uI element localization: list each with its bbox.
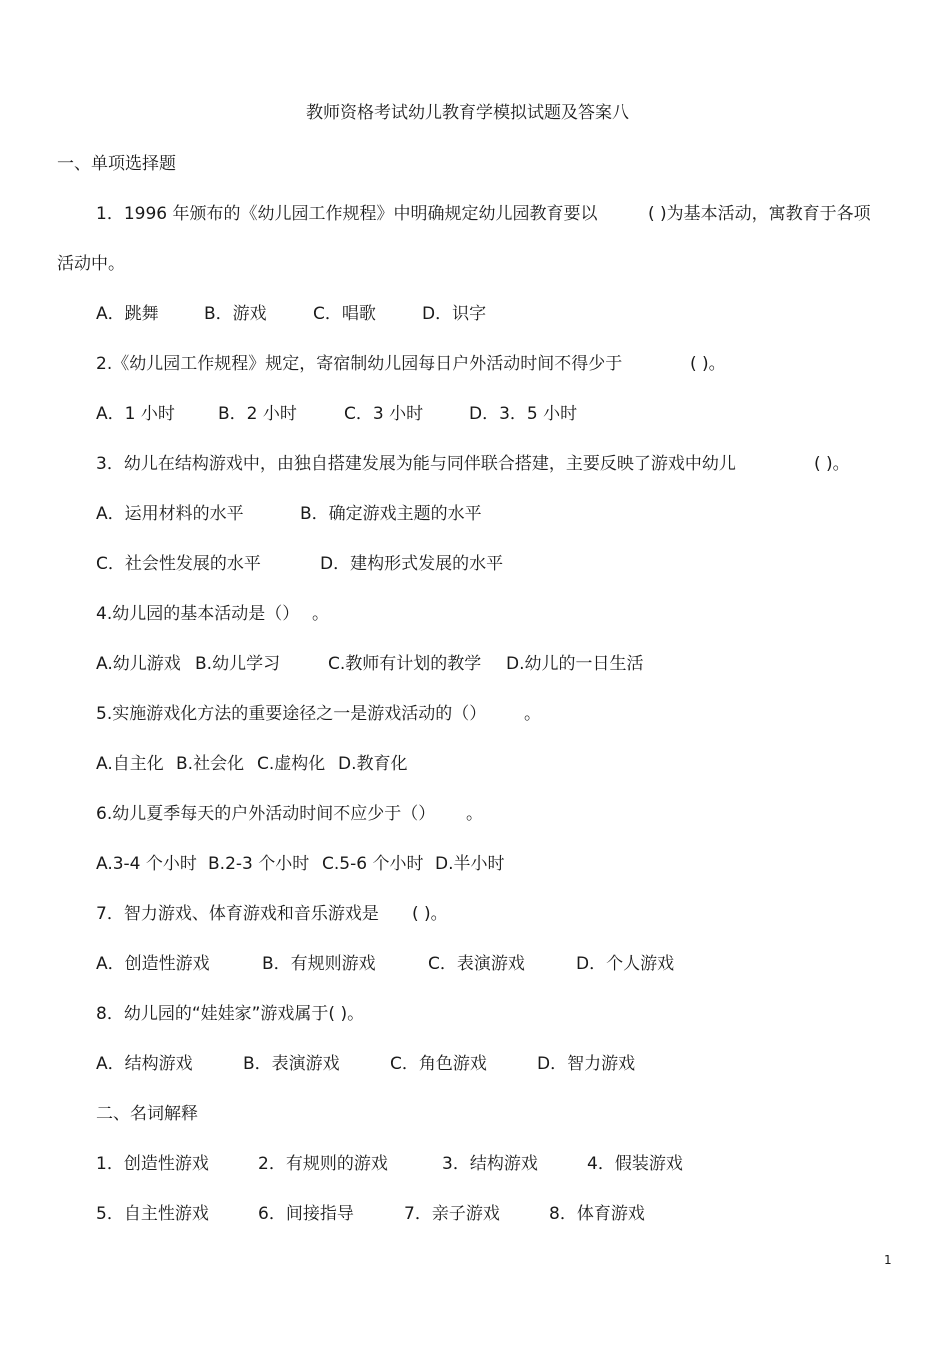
option-c: C.虚构化: [257, 754, 326, 774]
question-7-blank: ( )。: [412, 904, 448, 924]
option-a: A.自主化: [96, 754, 164, 774]
term-1: 1．创造性游戏: [96, 1154, 209, 1174]
option-d: D.幼儿的一日生活: [506, 654, 644, 674]
option-d: D．建构形式发展的水平: [320, 554, 504, 574]
option-d: D．智力游戏: [537, 1054, 636, 1074]
option-c: C．唱歌: [313, 304, 376, 324]
option-d: D．个人游戏: [576, 954, 675, 974]
option-b: B．表演游戏: [243, 1054, 340, 1074]
question-3-blank: ( )。: [814, 454, 850, 474]
option-a: A.幼儿游戏: [96, 654, 181, 674]
question-4-end: 。: [312, 604, 329, 624]
option-b: B．有规则游戏: [262, 954, 376, 974]
question-1-options: [96, 302, 696, 326]
option-c: C．3 小时: [344, 404, 424, 424]
option-c: C．表演游戏: [428, 954, 525, 974]
question-3-options-row-1: [96, 502, 696, 526]
question-2-text: 2.《幼儿园工作规程》规定，寄宿制幼儿园每日户外活动时间不得少于: [96, 354, 623, 374]
option-b: B.社会化: [176, 754, 245, 774]
question-2-options: [96, 402, 696, 426]
option-a: A．创造性游戏: [96, 954, 210, 974]
term-2: 2．有规则的游戏: [258, 1154, 388, 1174]
option-a: A.3-4 个小时: [96, 854, 197, 874]
option-d: D．3．5 小时: [469, 404, 578, 424]
question-3-text: 3．幼儿在结构游戏中，由独自搭建发展为能与同伴联合搭建，主要反映了游戏中幼儿: [96, 454, 736, 474]
term-7: 7．亲子游戏: [404, 1204, 500, 1224]
question-7-options: [96, 952, 716, 976]
question-6-options: [96, 852, 696, 876]
question-5-text: 5.实施游戏化方法的重要途径之一是游戏活动的（）: [96, 704, 487, 724]
section-heading-term-explanation: 二、名词解释: [96, 1104, 198, 1124]
term-5: 5．自主性游戏: [96, 1204, 209, 1224]
question-8-options: [96, 1052, 716, 1076]
option-d: D.教育化: [338, 754, 408, 774]
option-c: C.5-6 个小时: [322, 854, 424, 874]
terms-row-1: [96, 1152, 716, 1176]
question-1-blank: ( )为基本活动，寓教育于各项: [648, 204, 871, 224]
option-b: B．游戏: [204, 304, 267, 324]
question-6-end: 。: [466, 804, 483, 824]
section-heading-single-choice: 一、单项选择题: [57, 154, 176, 174]
question-8-text: 8．幼儿园的“娃娃家”游戏属于( )。: [96, 1004, 365, 1024]
question-4-text: 4.幼儿园的基本活动是（）: [96, 604, 300, 624]
option-b: B.幼儿学习: [195, 654, 281, 674]
question-7-text: 7．智力游戏、体育游戏和音乐游戏是: [96, 904, 379, 924]
term-6: 6．间接指导: [258, 1204, 354, 1224]
question-3-options-row-2: [96, 552, 696, 576]
question-1-continuation: 活动中。: [57, 254, 125, 274]
question-6-text: 6.幼儿夏季每天的户外活动时间不应少于（）: [96, 804, 436, 824]
option-c: C.教师有计划的教学: [328, 654, 482, 674]
term-4: 4．假装游戏: [587, 1154, 683, 1174]
option-b: B．确定游戏主题的水平: [300, 504, 482, 524]
option-a: A．跳舞: [96, 304, 159, 324]
option-a: A．结构游戏: [96, 1054, 193, 1074]
option-d: D．识字: [422, 304, 487, 324]
question-4-options: [96, 652, 716, 676]
option-c: C．角色游戏: [390, 1054, 487, 1074]
question-2-blank: ( )。: [690, 354, 726, 374]
option-d: D.半小时: [435, 854, 505, 874]
term-8: 8．体育游戏: [549, 1204, 645, 1224]
terms-row-2: [96, 1202, 716, 1226]
option-c: C．社会性发展的水平: [96, 554, 261, 574]
page-number: 1: [884, 1253, 892, 1267]
option-b: B.2-3 个小时: [208, 854, 310, 874]
option-b: B．2 小时: [218, 404, 297, 424]
term-3: 3．结构游戏: [442, 1154, 538, 1174]
document-title: 教师资格考试幼儿教育学模拟试题及答案八: [306, 103, 629, 123]
question-5-end: 。: [524, 704, 541, 724]
question-1-text: 1．1996 年颁布的《幼儿园工作规程》中明确规定幼儿园教育要以: [96, 204, 598, 224]
option-a: A．运用材料的水平: [96, 504, 244, 524]
question-5-options: [96, 752, 696, 776]
option-a: A．1 小时: [96, 404, 175, 424]
